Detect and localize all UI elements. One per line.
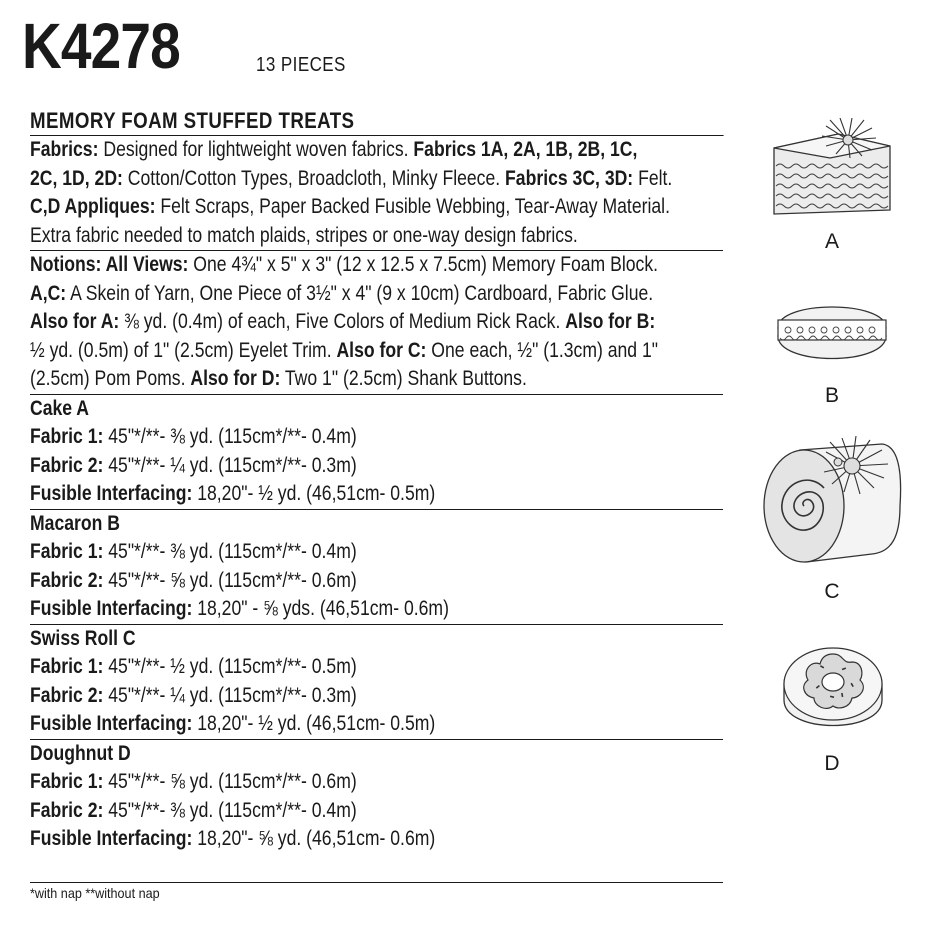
footnote-divider <box>30 882 723 883</box>
footnote: *with nap **without nap <box>30 885 160 901</box>
notions-line: ½ yd. (0.5m) of 1" (2.5cm) Eyelet Trim. Also for C: One each, ½" (1.3cm) and 1" <box>30 338 659 362</box>
view-label-d: D <box>824 752 840 775</box>
yardage-row: Fabric 2: 45"*/**- ¼ yd. (115cm*/**- 0.3m) <box>30 683 357 707</box>
view-label-c: C <box>824 580 840 603</box>
page-title: MEMORY FOAM STUFFED TREATS <box>30 106 724 136</box>
section-cake-a <box>30 395 723 509</box>
yardage-row: Fusible Interfacing: 18,20"- ½ yd. (46,51cm- 0.5m) <box>30 712 436 735</box>
yardage-row: Fabric 2: 45"*/**- ¼ yd. (115cm*/**- 0.3m) <box>30 453 357 477</box>
notions-line: Also for A: ⅜ yd. (0.4m) of each, Five Colors of Medium Rick Rack. Also for B: <box>30 310 656 333</box>
notions-block <box>30 251 723 394</box>
notions-line: (2.5cm) Pom Poms. Also for D: Two 1" (2.5cm) Shank Buttons. <box>30 367 527 390</box>
yardage-row: Fusible Interfacing: 18,20" - ⅝ yds. (46,51cm- 0.6m) <box>30 597 449 620</box>
cake-slice-illustration <box>768 118 908 220</box>
notions-line: A,C: A Skein of Yarn, One Piece of 3½" x 4" (9 x 10cm) Cardboard, Fabric Glue. <box>30 281 654 305</box>
fabrics-block <box>30 136 723 250</box>
doughnut-illustration <box>780 640 890 738</box>
yardage-row: Fusible Interfacing: 18,20"- ½ yd. (46,51cm- 0.5m) <box>30 482 436 505</box>
yardage-row: Fabric 2: 45"*/**- ⅜ yd. (115cm*/**- 0.4m) <box>30 798 357 822</box>
view-label-a: A <box>824 230 839 253</box>
yardage-row: Fusible Interfacing: 18,20"- ⅝ yd. (46,51cm- 0.6m) <box>30 827 436 850</box>
section-title: Doughnut D <box>30 741 131 765</box>
section-swiss-roll-c <box>30 625 723 739</box>
yardage-row: Fabric 1: 45"*/**- ⅜ yd. (115cm*/**- 0.4m) <box>30 540 357 563</box>
fabrics-line: Fabrics: Designed for lightweight woven fabrics. Fabrics 1A, 2A, 1B, 2B, 1C, <box>30 138 638 161</box>
section-doughnut-d <box>30 740 723 854</box>
requirements-chart <box>30 106 723 854</box>
section-title: Swiss Roll C <box>30 626 136 650</box>
section-title: Cake A <box>30 396 90 420</box>
macaron-illustration <box>774 292 894 374</box>
pieces-count: 13 PIECES <box>256 54 346 76</box>
swiss-roll-illustration <box>760 436 906 568</box>
fabrics-line: 2C, 1D, 2D: Cotton/Cotton Types, Broadcloth, Minky Fleece. Fabrics 3C, 3D: Felt. <box>30 166 673 190</box>
fabrics-line: Extra fabric needed to match plaids, stripes or one-way design fabrics. <box>30 223 578 247</box>
notions-line: Notions: All Views: One 4¾" x 5" x 3" (12 x 12.5 x 7.5cm) Memory Foam Block. <box>30 253 659 276</box>
section-macaron-b <box>30 510 723 624</box>
yardage-row: Fabric 1: 45"*/**- ⅝ yd. (115cm*/**- 0.6m) <box>30 770 357 793</box>
fabrics-line: C,D Appliques: Felt Scraps, Paper Backed Fusible Webbing, Tear-Away Material. <box>30 195 670 218</box>
yardage-row: Fabric 1: 45"*/**- ½ yd. (115cm*/**- 0.5m) <box>30 655 357 678</box>
view-label-b: B <box>824 384 839 407</box>
pattern-number: K4278 <box>22 10 180 82</box>
section-title: Macaron B <box>30 511 120 535</box>
yardage-row: Fabric 1: 45"*/**- ⅜ yd. (115cm*/**- 0.4m) <box>30 425 357 448</box>
yardage-row: Fabric 2: 45"*/**- ⅝ yd. (115cm*/**- 0.6m) <box>30 568 357 592</box>
